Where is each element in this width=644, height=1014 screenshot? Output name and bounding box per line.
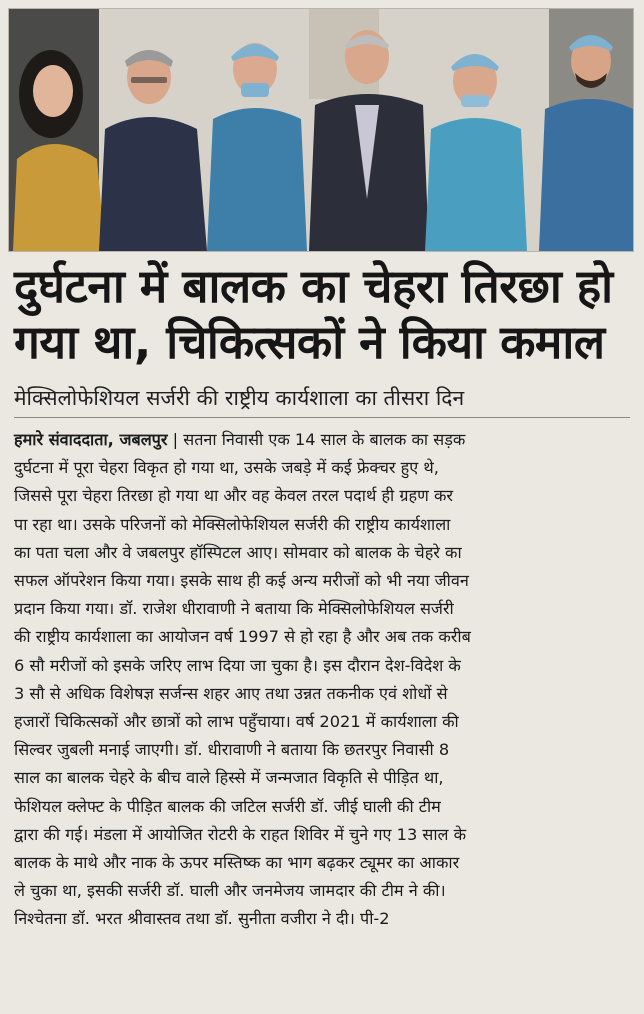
body-line: निश्चेतना डॉ. भरत श्रीवास्तव तथा डॉ. सुनीता वजीरा ने दी। पी-2 (14, 909, 390, 929)
body-line: द्वारा की गई। मंडला में आयोजित रोटरी के राहत शिविर में चुने गए 13 साल के (14, 824, 467, 844)
headline-line-1: दुर्घटना में बालक का चेहरा तिरछा हो (14, 259, 613, 313)
article-body (14, 426, 632, 934)
body-line-text: सतना निवासी एक 14 साल के बालक का सड़क (183, 430, 466, 449)
body-line: दुर्घटना में पूरा चेहरा विकृत हो गया था, उसके जबड़े में कई फ्रेक्चर हुए थे, (14, 458, 439, 478)
body-line: बालक के माथे और नाक के ऊपर मस्तिष्क का भाग बढ़कर ट्यूमर का आकार (14, 853, 460, 873)
body-line: साल का बालक चेहरे के बीच वाले हिस्से में जन्मजात विकृति से पीड़ित था, (14, 768, 444, 788)
headline (14, 258, 634, 370)
body-line: हमारे संवाददाता, जबलपुर | सतना निवासी एक 14 साल के बालक का सड़क (14, 430, 466, 449)
divider (14, 417, 630, 418)
subheadline: मेक्सिलोफेशियल सर्जरी की राष्ट्रीय कार्यशाला का तीसरा दिन (14, 386, 465, 410)
body-line: की राष्ट्रीय कार्यशाला का आयोजन वर्ष 1997 से हो रहा है और अब तक करीब (14, 627, 471, 647)
group-photo-illustration (9, 9, 633, 251)
body-line: प्रदान किया गया। डॉ. राजेश धीरावाणी ने बताया कि मेक्सिलोफेशियल सर्जरी (14, 599, 454, 619)
body-line: का पता चला और वे जबलपुर हॉस्पिटल आए। सोमवार को बालक के चेहरे का (14, 542, 462, 562)
body-line: पा रहा था। उसके परिजनों को मेक्सिलोफेशियल सर्जरी की राष्ट्रीय कार्यशाला (14, 514, 451, 534)
body-line: ले चुका था, इसकी सर्जरी डॉ. घाली और जनमेजय जामदार की टीम ने की। (14, 881, 446, 901)
body-line: जिससे पूरा चेहरा तिरछा हो गया था और वह केवल तरल पदार्थ ही ग्रहण कर (14, 486, 454, 506)
news-photo (8, 8, 634, 252)
body-line: सिल्वर जुबली मनाई जाएगी। डॉ. धीरावाणी ने बताया कि छतरपुर निवासी 8 (14, 740, 450, 760)
dateline: हमारे संवाददाता, जबलपुर (14, 430, 168, 449)
body-line: फेशियल क्लेफ्ट के पीड़ित बालक की जटिल सर्जरी डॉ. जीई घाली की टीम (14, 796, 441, 816)
body-line: 6 सौ मरीजों को इसके जरिए लाभ दिया जा चुका है। इस दौरान देश-विदेश के (14, 655, 461, 675)
body-line: सफल ऑपरेशन किया गया। इसके साथ ही कई अन्य मरीजों को भी नया जीवन (14, 571, 469, 591)
body-line: हजारों चिकित्सकों और छात्रों को लाभ पहुँचाया। वर्ष 2021 में कार्यशाला की (14, 712, 459, 732)
body-line: 3 सौ से अधिक विशेषज्ञ सर्जन्स शहर आए तथा उन्नत तकनीक एवं शोधों से (14, 683, 448, 703)
headline-line-2: गया था, चिकित्सकों ने किया कमाल (14, 315, 605, 369)
